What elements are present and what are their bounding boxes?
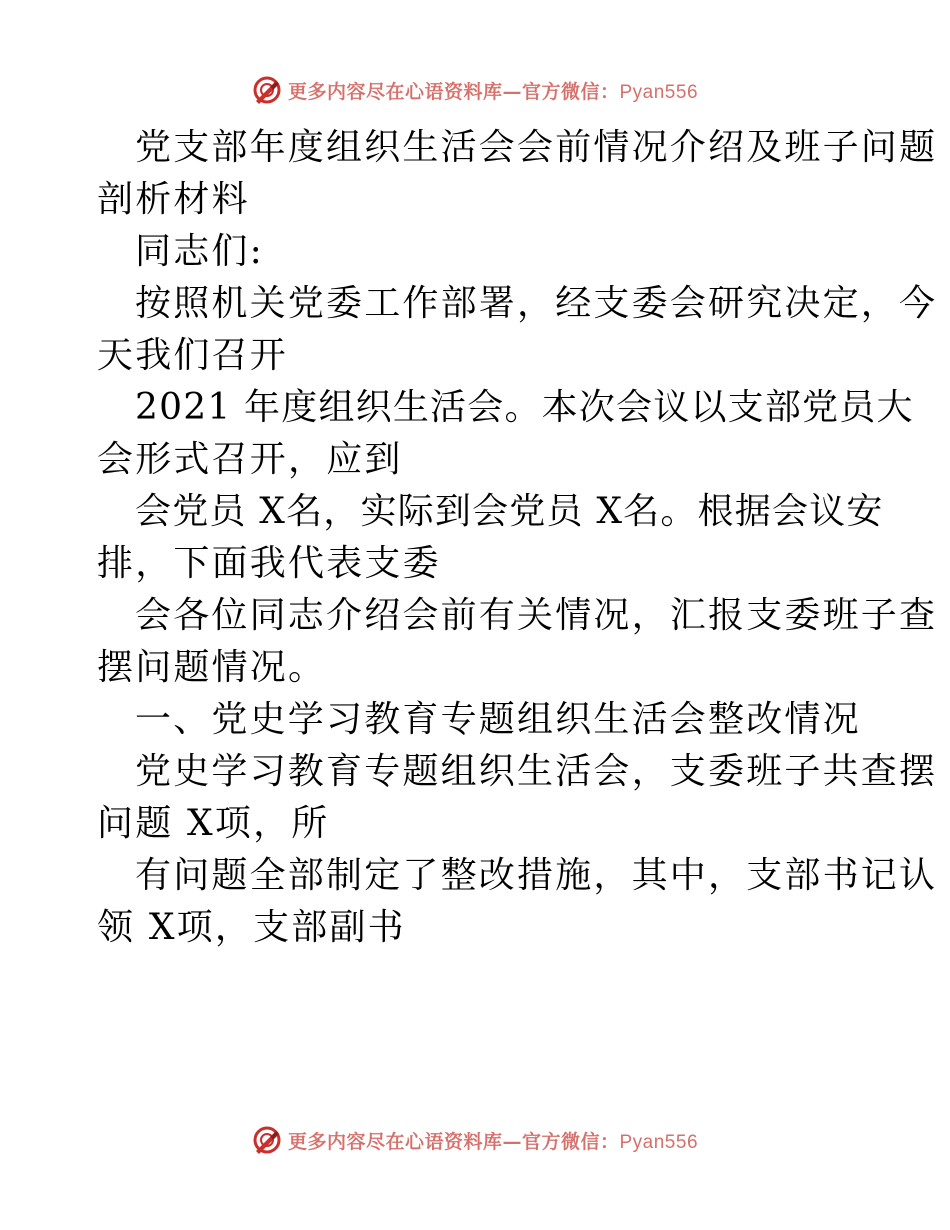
- doc-line: 有问题全部制定了整改措施，其中，支部书记认: [135, 855, 938, 896]
- doc-line: 同志们:: [135, 231, 264, 272]
- watermark-text: [288, 77, 698, 104]
- doc-line: 剖析材料: [97, 179, 250, 220]
- watermark-wechat-label: 官方微信：: [521, 1130, 620, 1153]
- doc-line: 排，下面我代表支委: [97, 543, 441, 584]
- watermark-dash: —: [502, 1130, 522, 1153]
- watermark-main: 更多内容尽在心语资料库: [287, 80, 503, 103]
- pen-logo-icon: [252, 75, 282, 105]
- document-body: [97, 122, 938, 954]
- doc-line: 领 X项，支部副书: [97, 907, 406, 948]
- watermark-banner-bottom: [0, 1120, 950, 1160]
- doc-line: 党史学习教育专题组织生活会，支委班子共查摆: [135, 751, 938, 792]
- watermark-wechat-id: Pyan556: [619, 1131, 699, 1153]
- doc-line: 2021 年度组织生活会。本次会议以支部党员大: [135, 387, 914, 428]
- doc-line: 党支部年度组织生活会会前情况介绍及班子问题: [135, 127, 938, 168]
- doc-line: 问题 X项，所: [97, 803, 330, 844]
- watermark-text: [288, 1127, 698, 1154]
- doc-line: 按照机关党委工作部署，经支委会研究决定，今: [135, 283, 938, 324]
- pen-logo-icon: [252, 1125, 282, 1155]
- doc-line: 会形式召开，应到: [97, 439, 403, 480]
- watermark-wechat-id: Pyan556: [619, 81, 699, 103]
- doc-line: 摆问题情况。: [97, 647, 327, 688]
- watermark-main: 更多内容尽在心语资料库: [287, 1130, 503, 1153]
- watermark-banner-top: [0, 70, 950, 110]
- doc-line: 会各位同志介绍会前有关情况，汇报支委班子查: [135, 595, 938, 636]
- watermark-dash: —: [502, 80, 522, 103]
- doc-line: 天我们召开: [97, 335, 289, 376]
- watermark-wechat-label: 官方微信：: [521, 80, 620, 103]
- doc-line: 一、党史学习教育专题组织生活会整改情况: [135, 699, 861, 740]
- doc-line: 会党员 X名，实际到会党员 X名。根据会议安: [135, 491, 884, 532]
